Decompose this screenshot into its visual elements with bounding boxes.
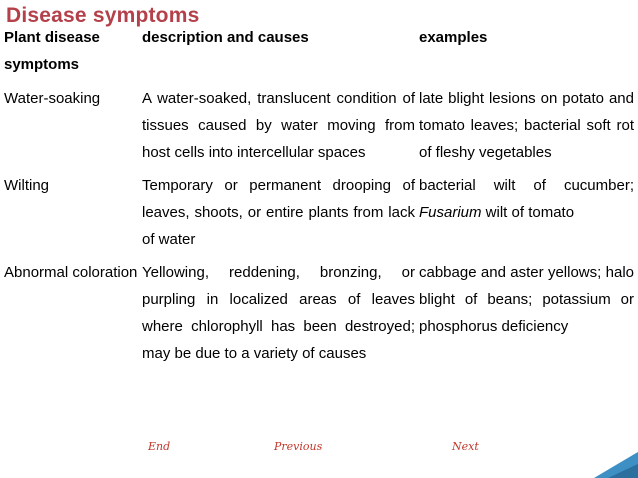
symptoms-table	[2, 23, 636, 371]
row-examples	[417, 170, 636, 257]
nav-next-link[interactable]: Next	[452, 440, 479, 453]
header-symptom: Plant disease symptoms	[4, 29, 100, 73]
row-symptom: Abnormal coloration	[4, 264, 138, 281]
table-header-row	[2, 23, 636, 83]
examples-italic-genus: Fusarium	[419, 204, 482, 221]
header-description: description and causes	[142, 29, 309, 46]
row-description: Yellowing, reddening, bronzing, or purpling in localized areas of leaves where chlorophyll has been destroyed; may be due to a variety of causes	[142, 264, 415, 362]
table-row	[2, 83, 636, 170]
row-symptom: Water-soaking	[4, 90, 101, 107]
nav-end-link[interactable]: End	[148, 440, 171, 453]
row-symptom: Wilting	[4, 177, 50, 194]
corner-arrow-decoration-inner	[608, 464, 638, 478]
examples-suffix: wilt of tomato	[481, 204, 575, 221]
table-row	[2, 170, 636, 257]
nav-previous-link[interactable]: Previous	[274, 440, 323, 453]
header-examples: examples	[419, 29, 488, 46]
row-description: Temporary or permanent drooping of leaves, shoots, or entire plants from lack of water	[142, 177, 415, 248]
table-row	[2, 257, 636, 371]
slide-title: Disease symptoms	[6, 4, 200, 27]
row-examples: cabbage and aster yellows; halo blight of beans; potassium or phosphorus deficiency	[419, 264, 634, 335]
examples-prefix: bacterial wilt of cucumber;	[419, 177, 634, 194]
row-description: A water-soaked, translucent condition of tissues caused by water moving from host cells into intercellular spaces	[142, 90, 415, 161]
row-examples: late blight lesions on potato and tomato leaves; bacterial soft rot of fleshy vegetables	[419, 90, 634, 161]
